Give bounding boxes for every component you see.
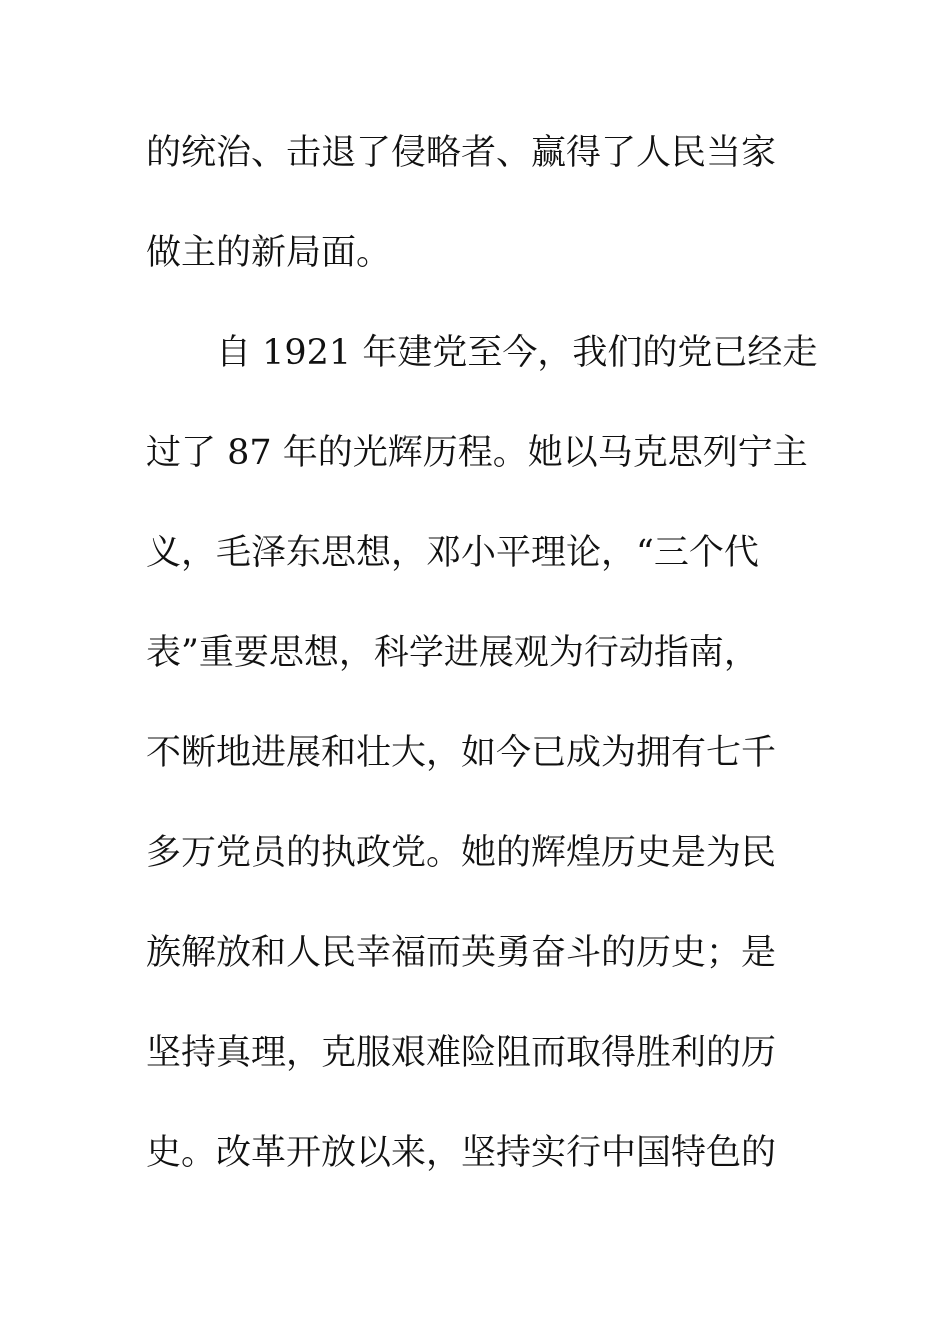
text-line-10: 坚持真理，克服艰难险阻而取得胜利的历 — [146, 1033, 777, 1073]
text-line-11: 史。改革开放以来，坚持实行中国特色的 — [146, 1133, 777, 1173]
text-line-8: 多万党员的执政党。她的辉煌历史是为民 — [146, 833, 777, 873]
text-line-4: 过了 87 年的光辉历程。她以马克思列宁主 — [146, 433, 808, 473]
text-line-5: 义，毛泽东思想，邓小平理论，“三个代 — [146, 533, 759, 573]
paragraph-start-line: 自 1921 年建党至今，我们的党已经走 — [216, 333, 818, 373]
text-line-1: 的统治、击退了侵略者、赢得了人民当家 — [146, 133, 777, 173]
text-line-2: 做主的新局面。 — [146, 233, 392, 273]
text-line-7: 不断地进展和壮大，如今已成为拥有七千 — [146, 733, 777, 773]
text-line-6: 表”重要思想，科学进展观为行动指南， — [146, 633, 759, 673]
text-line-9: 族解放和人民幸福而英勇奋斗的历史；是 — [146, 933, 777, 973]
